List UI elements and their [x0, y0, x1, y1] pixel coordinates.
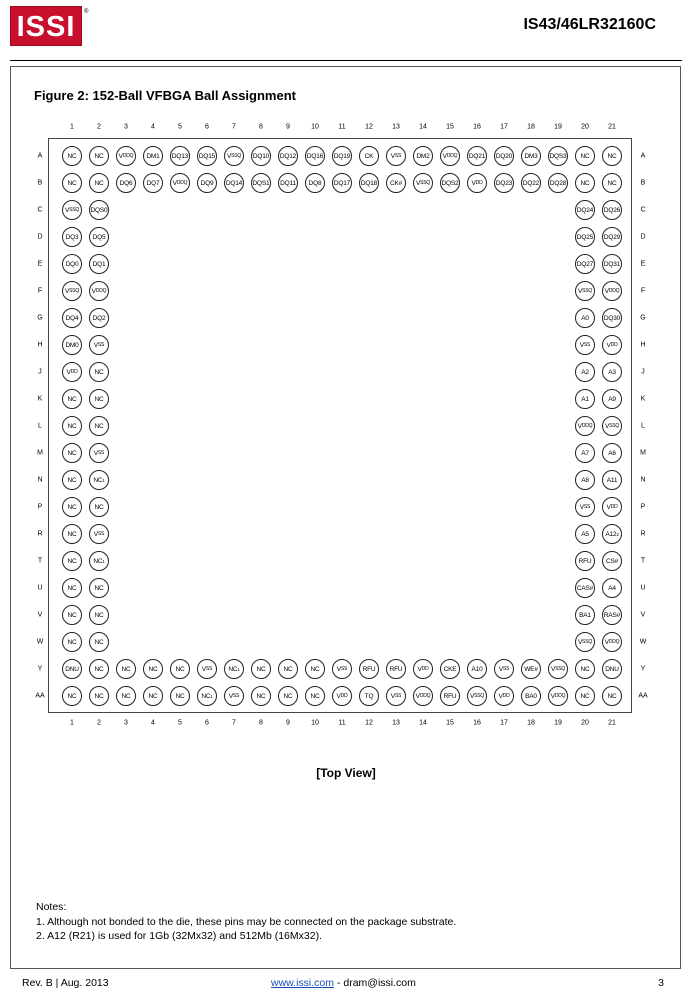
column-label-top: 16	[473, 123, 481, 131]
ball-r2: V SS	[89, 524, 109, 544]
ball-aa16: V SSQ	[467, 686, 487, 706]
ball-f20: V SSQ	[575, 281, 595, 301]
ball-a2: NC	[89, 146, 109, 166]
row-label-left: N	[37, 476, 43, 484]
row-label-left: R	[37, 530, 43, 538]
ball-g1: DQ4	[62, 308, 82, 328]
ball-y19: V SSQ	[548, 659, 568, 679]
ball-t1: NC	[62, 551, 82, 571]
ball-e20: DQ27	[575, 254, 595, 274]
ball-m20: A7	[575, 443, 595, 463]
ball-y8: NC	[251, 659, 271, 679]
ball-v20: BA1	[575, 605, 595, 625]
column-label-bottom: 10	[311, 719, 319, 727]
ball-b11: DQ17	[332, 173, 352, 193]
ball-aa14: V DDQ	[413, 686, 433, 706]
ball-y13: RFU	[386, 659, 406, 679]
column-label-bottom: 20	[581, 719, 589, 727]
ball-h20: V SS	[575, 335, 595, 355]
ball-y10: NC	[305, 659, 325, 679]
row-label-left: U	[37, 584, 43, 592]
ball-b9: DQ11	[278, 173, 298, 193]
column-label-top: 11	[338, 123, 346, 131]
column-label-bottom: 14	[419, 719, 427, 727]
ball-y7: NC 1	[224, 659, 244, 679]
column-label-top: 9	[286, 123, 290, 131]
ball-w20: V SSQ	[575, 632, 595, 652]
top-view-label: [Top View]	[316, 766, 376, 780]
column-label-bottom: 12	[365, 719, 373, 727]
ball-y14: V DD	[413, 659, 433, 679]
column-label-top: 13	[392, 123, 400, 131]
ball-d21: DQ29	[602, 227, 622, 247]
ball-t2: NC 1	[89, 551, 109, 571]
ball-r20: A5	[575, 524, 595, 544]
ball-b15: DQS2	[440, 173, 460, 193]
row-label-left: D	[37, 233, 43, 241]
ball-h2: V SS	[89, 335, 109, 355]
part-number: IS43/46LR32160C	[523, 16, 656, 33]
column-label-bottom: 16	[473, 719, 481, 727]
row-label-right: A	[640, 152, 646, 160]
ball-v1: NC	[62, 605, 82, 625]
ball-a12: CK	[359, 146, 379, 166]
ball-c20: DQ24	[575, 200, 595, 220]
column-label-bottom: 6	[205, 719, 209, 727]
ball-aa7: V SS	[224, 686, 244, 706]
ball-b13: CK#	[386, 173, 406, 193]
ball-k1: NC	[62, 389, 82, 409]
row-label-left: G	[37, 314, 43, 322]
row-label-right: C	[640, 206, 646, 214]
row-label-left: AA	[35, 692, 45, 700]
column-label-bottom: 15	[446, 719, 454, 727]
row-label-right: K	[640, 395, 646, 403]
ball-l20: V DDQ	[575, 416, 595, 436]
column-label-top: 7	[232, 123, 236, 131]
ball-f1: V SSQ	[62, 281, 82, 301]
ball-a14: DM2	[413, 146, 433, 166]
column-label-top: 2	[97, 123, 101, 131]
ball-aa20: NC	[575, 686, 595, 706]
row-label-right: J	[641, 368, 645, 376]
column-label-bottom: 1	[70, 719, 74, 727]
ball-u20: CAS#	[575, 578, 595, 598]
ball-u2: NC	[89, 578, 109, 598]
ball-e1: DQ0	[62, 254, 82, 274]
ball-y4: NC	[143, 659, 163, 679]
column-label-top: 3	[124, 123, 128, 131]
ball-a15: V DDQ	[440, 146, 460, 166]
row-label-left: Y	[37, 665, 43, 673]
ball-a20: NC	[575, 146, 595, 166]
column-label-bottom: 13	[392, 719, 400, 727]
column-label-top: 19	[554, 123, 562, 131]
footer-separator: -	[334, 977, 344, 989]
column-label-top: 8	[259, 123, 263, 131]
ball-aa1: NC	[62, 686, 82, 706]
row-label-left: P	[37, 503, 43, 511]
ball-aa9: NC	[278, 686, 298, 706]
ball-w1: NC	[62, 632, 82, 652]
ball-a8: DQ10	[251, 146, 271, 166]
ball-g21: DQ30	[602, 308, 622, 328]
header-rule	[10, 60, 682, 61]
ball-y9: NC	[278, 659, 298, 679]
ball-k20: A1	[575, 389, 595, 409]
row-label-left: M	[37, 449, 43, 457]
ball-a9: DQ12	[278, 146, 298, 166]
ball-y1: DNU	[62, 659, 82, 679]
column-label-top: 15	[446, 123, 454, 131]
row-label-right: Y	[640, 665, 646, 673]
ball-a16: DQ21	[467, 146, 487, 166]
ball-b16: V DD	[467, 173, 487, 193]
row-label-right: D	[640, 233, 646, 241]
row-label-left: W	[36, 638, 44, 646]
ball-b4: DQ7	[143, 173, 163, 193]
ball-n21: A11	[602, 470, 622, 490]
ball-p20: V SS	[575, 497, 595, 517]
ball-b14: V SSQ	[413, 173, 433, 193]
ball-b6: DQ9	[197, 173, 217, 193]
page-number: 3	[658, 977, 664, 989]
footer-revision: Rev. B | Aug. 2013	[22, 977, 109, 989]
email-text: dram@issi.com	[343, 977, 416, 989]
ball-aa18: BA0	[521, 686, 541, 706]
ball-b12: DQ18	[359, 173, 379, 193]
ball-b3: DQ6	[116, 173, 136, 193]
ball-a13: V SS	[386, 146, 406, 166]
ball-l21: V SSQ	[602, 416, 622, 436]
ball-e2: DQ1	[89, 254, 109, 274]
ball-d20: DQ25	[575, 227, 595, 247]
ball-p21: V DD	[602, 497, 622, 517]
registered-mark: ®	[84, 9, 89, 15]
ball-y6: V SS	[197, 659, 217, 679]
ball-j2: NC	[89, 362, 109, 382]
ball-p1: NC	[62, 497, 82, 517]
ball-f2: V DDQ	[89, 281, 109, 301]
ball-w21: V DDQ	[602, 632, 622, 652]
column-label-top: 21	[608, 123, 616, 131]
ball-j1: V DD	[62, 362, 82, 382]
column-label-bottom: 5	[178, 719, 182, 727]
ball-b10: DQ8	[305, 173, 325, 193]
ball-a4: DM1	[143, 146, 163, 166]
row-label-right: N	[640, 476, 646, 484]
column-label-top: 4	[151, 123, 155, 131]
row-label-right: H	[640, 341, 646, 349]
row-label-right: AA	[638, 692, 648, 700]
note-1: 1. Although not bonded to the die, these pins may be connected on the package substrate.	[36, 915, 457, 928]
ball-y17: V SS	[494, 659, 514, 679]
ball-p2: NC	[89, 497, 109, 517]
column-label-bottom: 11	[338, 719, 346, 727]
column-label-top: 18	[527, 123, 535, 131]
ball-y12: RFU	[359, 659, 379, 679]
ball-g2: DQ2	[89, 308, 109, 328]
ball-e21: DQ31	[602, 254, 622, 274]
row-label-left: J	[38, 368, 42, 376]
ball-j20: A2	[575, 362, 595, 382]
ball-k2: NC	[89, 389, 109, 409]
ball-h21: V DD	[602, 335, 622, 355]
ball-c21: DQ26	[602, 200, 622, 220]
ball-r21: A12 2	[602, 524, 622, 544]
website-link[interactable]: www.issi.com	[271, 977, 335, 989]
row-label-left: T	[37, 557, 43, 565]
column-label-bottom: 21	[608, 719, 616, 727]
ball-aa15: RFU	[440, 686, 460, 706]
row-label-left: E	[37, 260, 43, 268]
ball-a10: DQ16	[305, 146, 325, 166]
ball-b5: V DDQ	[170, 173, 190, 193]
row-label-right: W	[639, 638, 647, 646]
ball-n2: NC 1	[89, 470, 109, 490]
ball-n1: NC	[62, 470, 82, 490]
ball-u1: NC	[62, 578, 82, 598]
column-label-bottom: 4	[151, 719, 155, 727]
row-label-right: T	[640, 557, 646, 565]
ball-r1: NC	[62, 524, 82, 544]
ball-aa13: V SS	[386, 686, 406, 706]
ball-m21: A6	[602, 443, 622, 463]
ball-a19: DQS3	[548, 146, 568, 166]
row-label-right: B	[640, 179, 646, 187]
row-label-right: F	[640, 287, 646, 295]
column-label-top: 10	[311, 123, 319, 131]
column-label-top: 20	[581, 123, 589, 131]
ball-b21: NC	[602, 173, 622, 193]
ball-y16: A10	[467, 659, 487, 679]
ball-aa8: NC	[251, 686, 271, 706]
column-label-bottom: 8	[259, 719, 263, 727]
ball-w2: NC	[89, 632, 109, 652]
ball-y11: V SS	[332, 659, 352, 679]
ball-a11: DQ19	[332, 146, 352, 166]
ball-y21: DNU	[602, 659, 622, 679]
column-label-top: 12	[365, 123, 373, 131]
column-label-bottom: 9	[286, 719, 290, 727]
ball-aa5: NC	[170, 686, 190, 706]
ball-f21: V DDQ	[602, 281, 622, 301]
column-label-bottom: 7	[232, 719, 236, 727]
ball-u21: A4	[602, 578, 622, 598]
ball-a18: DM3	[521, 146, 541, 166]
ball-a7: V SSQ	[224, 146, 244, 166]
ball-aa2: NC	[89, 686, 109, 706]
ball-t21: CS#	[602, 551, 622, 571]
column-label-bottom: 17	[500, 719, 508, 727]
ball-m1: NC	[62, 443, 82, 463]
ball-aa11: V DD	[332, 686, 352, 706]
row-label-right: E	[640, 260, 646, 268]
note-2: 2. A12 (R21) is used for 1Gb (32Mx32) and 512Mb (16Mx32).	[36, 930, 322, 942]
ball-b20: NC	[575, 173, 595, 193]
ball-y2: NC	[89, 659, 109, 679]
row-label-right: M	[640, 449, 646, 457]
footer-contact	[271, 977, 416, 989]
row-label-left: C	[37, 206, 43, 214]
notes	[36, 900, 456, 944]
ball-v2: NC	[89, 605, 109, 625]
column-label-bottom: 18	[527, 719, 535, 727]
row-label-right: L	[641, 422, 645, 430]
ball-c2: DQS0	[89, 200, 109, 220]
issi-logo: ISSI	[10, 6, 82, 46]
row-label-left: F	[37, 287, 43, 295]
ball-y5: NC	[170, 659, 190, 679]
ball-aa17: V DD	[494, 686, 514, 706]
ball-aa21: NC	[602, 686, 622, 706]
row-label-left: H	[37, 341, 43, 349]
row-label-right: V	[640, 611, 646, 619]
ball-y18: WE#	[521, 659, 541, 679]
ball-aa6: NC 1	[197, 686, 217, 706]
ball-k21: A9	[602, 389, 622, 409]
ball-m2: V SS	[89, 443, 109, 463]
ball-h1: DM0	[62, 335, 82, 355]
ball-y15: CKE	[440, 659, 460, 679]
ball-g20: A0	[575, 308, 595, 328]
ball-b18: DQ22	[521, 173, 541, 193]
ball-b7: DQ14	[224, 173, 244, 193]
column-label-top: 1	[70, 123, 74, 131]
ball-aa10: NC	[305, 686, 325, 706]
ball-b17: DQ23	[494, 173, 514, 193]
ball-t20: RFU	[575, 551, 595, 571]
ball-d2: DQ5	[89, 227, 109, 247]
column-label-top: 17	[500, 123, 508, 131]
column-label-bottom: 2	[97, 719, 101, 727]
column-label-bottom: 19	[554, 719, 562, 727]
ball-aa3: NC	[116, 686, 136, 706]
figure-title: Figure 2: 152-Ball VFBGA Ball Assignment	[34, 88, 296, 103]
ball-grid-outline	[48, 138, 632, 713]
ball-b19: DQ28	[548, 173, 568, 193]
column-label-bottom: 3	[124, 719, 128, 727]
ball-n20: A8	[575, 470, 595, 490]
ball-b2: NC	[89, 173, 109, 193]
row-label-right: P	[640, 503, 646, 511]
ball-a17: DQ20	[494, 146, 514, 166]
column-label-top: 6	[205, 123, 209, 131]
ball-y3: NC	[116, 659, 136, 679]
row-label-right: G	[640, 314, 646, 322]
column-label-top: 5	[178, 123, 182, 131]
ball-aa19: V DDQ	[548, 686, 568, 706]
row-label-left: K	[37, 395, 43, 403]
ball-a1: NC	[62, 146, 82, 166]
ball-aa4: NC	[143, 686, 163, 706]
row-label-right: U	[640, 584, 646, 592]
ball-a6: DQ15	[197, 146, 217, 166]
ball-a21: NC	[602, 146, 622, 166]
ball-y20: NC	[575, 659, 595, 679]
ball-j21: A3	[602, 362, 622, 382]
ball-d1: DQ3	[62, 227, 82, 247]
ball-v21: RAS#	[602, 605, 622, 625]
ball-b1: NC	[62, 173, 82, 193]
row-label-left: V	[37, 611, 43, 619]
ball-c1: V SSQ	[62, 200, 82, 220]
row-label-left: B	[37, 179, 43, 187]
row-label-left: A	[37, 152, 43, 160]
ball-a3: V DDQ	[116, 146, 136, 166]
notes-title: Notes:	[36, 901, 67, 913]
ball-a5: DQ13	[170, 146, 190, 166]
ball-l2: NC	[89, 416, 109, 436]
ball-aa12: TQ	[359, 686, 379, 706]
ball-b8: DQS1	[251, 173, 271, 193]
row-label-left: L	[38, 422, 42, 430]
column-label-top: 14	[419, 123, 427, 131]
ball-l1: NC	[62, 416, 82, 436]
row-label-right: R	[640, 530, 646, 538]
